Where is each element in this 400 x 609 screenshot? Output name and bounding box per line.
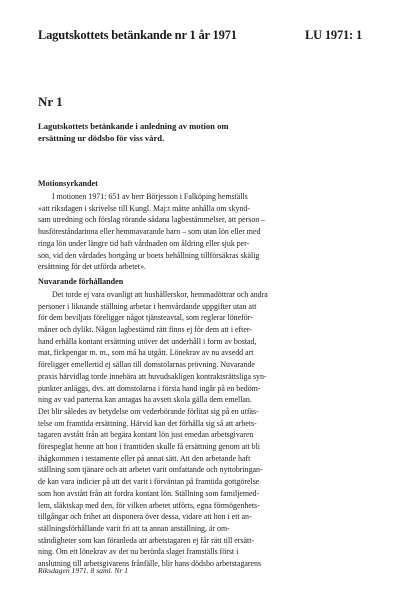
text-line: praxis härvidlag torde innebära att huvudsakligen kontraktsrättsliga syn-	[38, 371, 267, 381]
text-line: telse om framtida ersättning. Härvid kan det förhålla sig så att arbets-	[38, 418, 257, 428]
text-line: ning. Om ett lönekrav av det nu berörda slaget framställs först i	[38, 547, 239, 557]
text-line: ihågkommen i testamente eller på annat sätt. Att den arbetande haft	[38, 453, 251, 463]
text-line: ställningsförhållande varit fri att ta annan anställning, är om-	[38, 523, 230, 533]
text-line: som hon avstått från att fordra kontant lön. Ställning som familjemed-	[38, 488, 260, 498]
section-heading-current: Nuvarande förhållanden	[38, 276, 124, 286]
text-line: ning av vad parterna kan antagas ha avsett skola gälla dem emellan.	[38, 395, 252, 405]
text-line: måner och dylikt. Någon lagbestämd rätt finns ej för dem att i efter-	[38, 325, 252, 335]
header-reference: LU 1971: 1	[304, 28, 362, 42]
text-line: mat, fickpengar m. m., som må ha utgått. Lönekrav av nu avsedd art	[38, 348, 254, 358]
text-line: lem, släktskap med den, för vilken arbetet utförts, egna förmögenhets-	[38, 500, 260, 510]
header-title: Lagutskottets betänkande nr 1 år 1971	[38, 28, 237, 42]
text-line: Det torde ej vara ovanligt att hushållerskor, hemmadöttrar och andra	[52, 289, 268, 299]
text-line: ständigheter som kan föranleda att arbetstagaren ej får rätt till ersätt-	[38, 535, 255, 545]
text-line: I motionen 1971: 651 av herr Börjesson i Falköping hemställs	[52, 192, 248, 201]
text-line: hand erhålla kontant ersättning utöver det underhåll i form av bostad,	[38, 336, 257, 346]
title-line: Lagutskottets betänkande i anledning av motion om	[38, 121, 229, 131]
document-title	[38, 120, 298, 144]
text-line: personer i liknande ställning arbetar i hemvårdande uppgifter utan att	[38, 301, 257, 311]
text-line: husföreståndarinna eller hemmavarande barn – som utan lön eller med	[38, 227, 261, 237]
text-line: sam utredning och förslag rörande sådana lagbestämmelser, att person –	[38, 215, 266, 225]
text-line: tagaren avstått från att begära kontant lön just emedan arbetsgivaren	[38, 430, 254, 440]
section-heading-motion: Motionsyrkandet	[38, 179, 98, 188]
text-line: Det blir således av betydelse om vederbörande förlitat sig på en utfäs-	[38, 406, 259, 416]
page-footer: Riksdagen 1971. 8 saml. Nr 1	[38, 566, 129, 575]
text-line: son, vid den vårdades bortgång ur boets behållning tillförsäkras skälig	[38, 250, 260, 260]
text-line: anslutning till arbetsgivarens frånfälle, blir hans dödsbo arbetstagarens	[38, 559, 262, 569]
section-current-text	[38, 289, 364, 570]
section-motion-text	[38, 191, 364, 273]
text-line: ersättning för det utförda arbetet».	[38, 262, 147, 272]
document-number: Nr 1	[38, 94, 63, 109]
text-line: förespeglat henne att hon i framtiden skulle få ersättning genom att bli	[38, 442, 260, 452]
text-line: för dem beviljats föreligger något tjänsteavtal, som reglerar löneför-	[38, 313, 253, 323]
text-line: tillgångar och frihet att disponera över dessa, vidare att hon i ett an-	[38, 512, 252, 522]
text-line: »att riksdagen i skrivelse till Kungl. Maj:t måtte anhålla om skynd-	[38, 203, 250, 213]
text-line: ställning som tjänare och att arbetet varit omfattande och nyttobringan-	[38, 465, 263, 475]
document-body	[38, 178, 364, 570]
text-line: punkter anläggs, dvs. att domstolarna i första hand ingår på en bedöm-	[38, 383, 261, 393]
text-line: de kan vara indicier på att det varit i förväntan på framtida gottgörelse	[38, 477, 260, 487]
text-line: föreligger emellertid ej sällan till domstolarnas prövning. Nuvarande	[38, 360, 255, 370]
page-header	[38, 28, 362, 43]
text-line: ringa lön under längre tid haft vårdnaden om åldring eller sjuk per-	[38, 238, 250, 248]
title-line: ersättning ur dödsbo för viss vård.	[38, 133, 165, 143]
